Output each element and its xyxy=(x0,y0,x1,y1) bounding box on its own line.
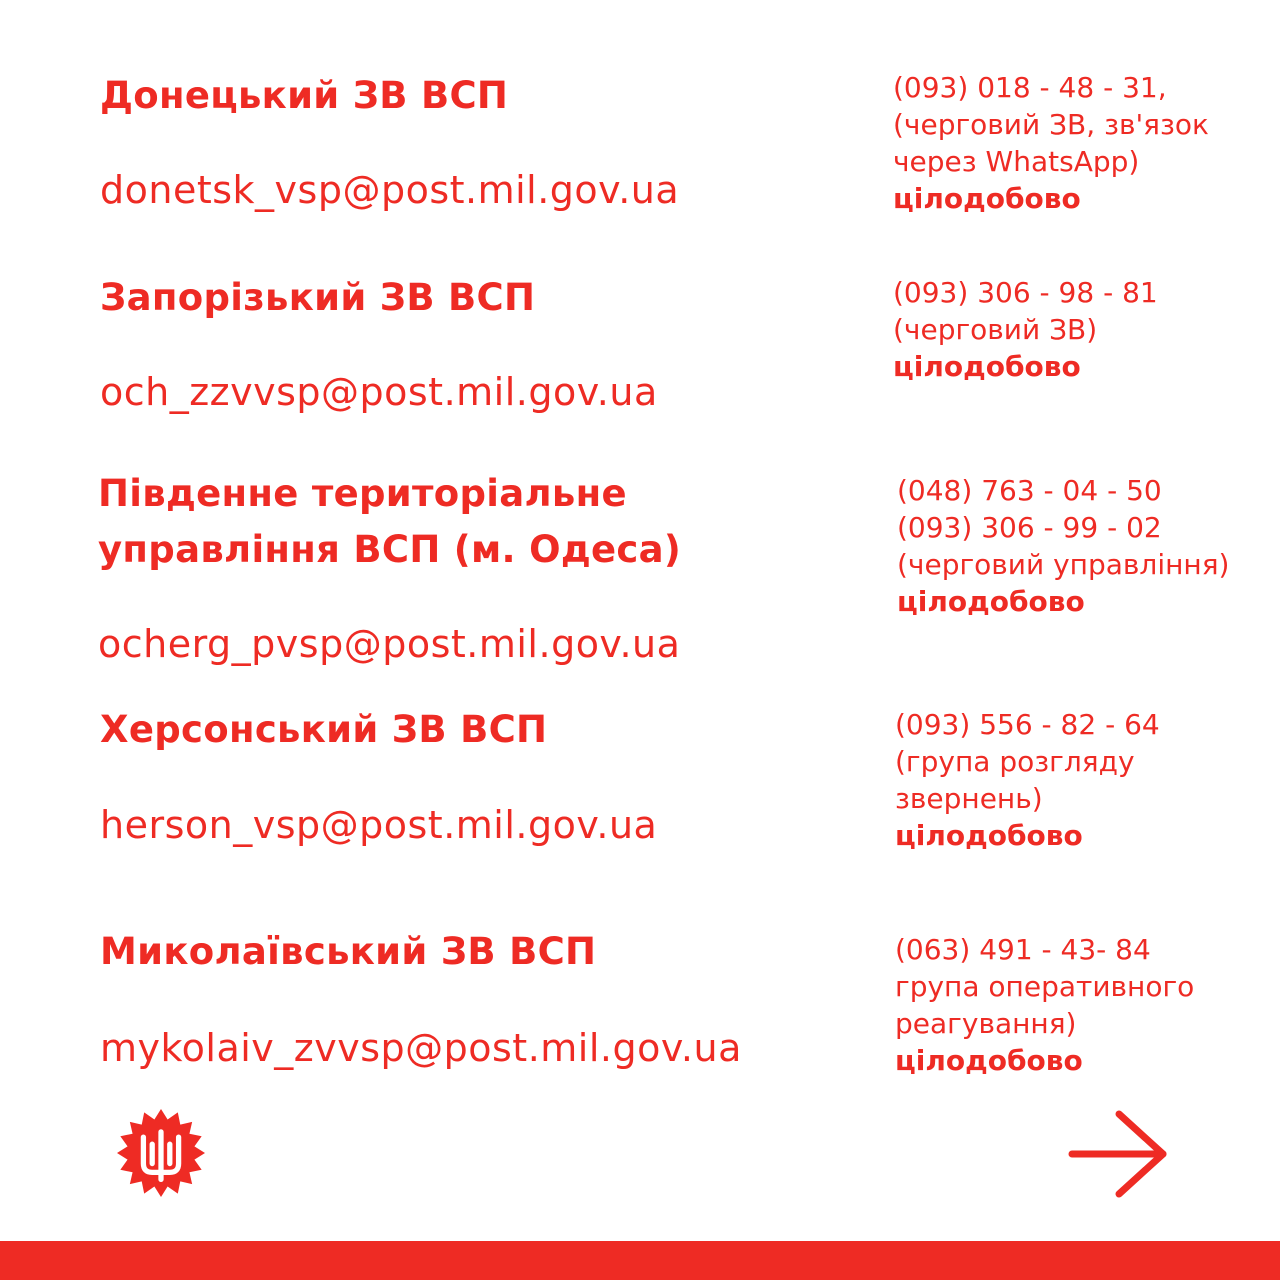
phone-number[interactable]: (093) 556 - 82 - 64 xyxy=(895,708,1160,741)
hours-label: цілодобово xyxy=(895,819,1083,852)
phone-number[interactable]: (048) 763 - 04 - 50 xyxy=(897,474,1162,507)
contact-note: (черговий ЗВ, зв'язок xyxy=(893,108,1209,141)
unit-name-line-2: управління ВСП (м. Одеса) xyxy=(98,528,682,571)
unit-email[interactable]: mykolaiv_zvvsp@post.mil.gov.ua xyxy=(100,1026,742,1070)
contact-note: (черговий управління) xyxy=(897,548,1230,581)
unit-name: Херсонський ЗВ ВСП xyxy=(100,708,548,751)
phone-number[interactable]: (093) 306 - 98 - 81 xyxy=(893,276,1158,309)
arrow-right-icon[interactable] xyxy=(1067,1108,1171,1200)
contact-note: через WhatsApp) xyxy=(893,145,1140,178)
hours-label: цілодобово xyxy=(893,182,1081,215)
hours-label: цілодобово xyxy=(893,350,1081,383)
unit-name-line-1: Південне територіальне xyxy=(98,472,627,515)
unit-contacts xyxy=(893,274,1273,385)
hours-label: цілодобово xyxy=(895,1044,1083,1077)
unit-contacts xyxy=(897,472,1277,620)
phone-number[interactable]: (063) 491 - 43- 84 xyxy=(895,933,1151,966)
trident-star-emblem-icon xyxy=(117,1109,205,1197)
unit-name: Запорізький ЗВ ВСП xyxy=(100,276,536,319)
unit-email[interactable]: donetsk_vsp@post.mil.gov.ua xyxy=(100,168,680,212)
contact-note: реагування) xyxy=(895,1007,1077,1040)
unit-name: Донецький ЗВ ВСП xyxy=(100,74,509,117)
contact-note: звернень) xyxy=(895,782,1043,815)
unit-email[interactable]: och_zzvvsp@post.mil.gov.ua xyxy=(100,370,658,414)
hours-label: цілодобово xyxy=(897,585,1085,618)
phone-number[interactable]: (093) 018 - 48 - 31, xyxy=(893,71,1167,104)
unit-email[interactable]: herson_vsp@post.mil.gov.ua xyxy=(100,803,658,847)
contact-note: (черговий ЗВ) xyxy=(893,313,1098,346)
unit-email[interactable]: ocherg_pvsp@post.mil.gov.ua xyxy=(98,622,681,666)
contact-note: група оперативного xyxy=(895,970,1195,1003)
bottom-bar xyxy=(0,1241,1280,1280)
phone-number[interactable]: (093) 306 - 99 - 02 xyxy=(897,511,1162,544)
unit-contacts xyxy=(895,931,1275,1079)
unit-contacts xyxy=(893,69,1273,217)
unit-contacts xyxy=(895,706,1275,854)
unit-name: Миколаївський ЗВ ВСП xyxy=(100,930,597,973)
contact-note: (група розгляду xyxy=(895,745,1135,778)
